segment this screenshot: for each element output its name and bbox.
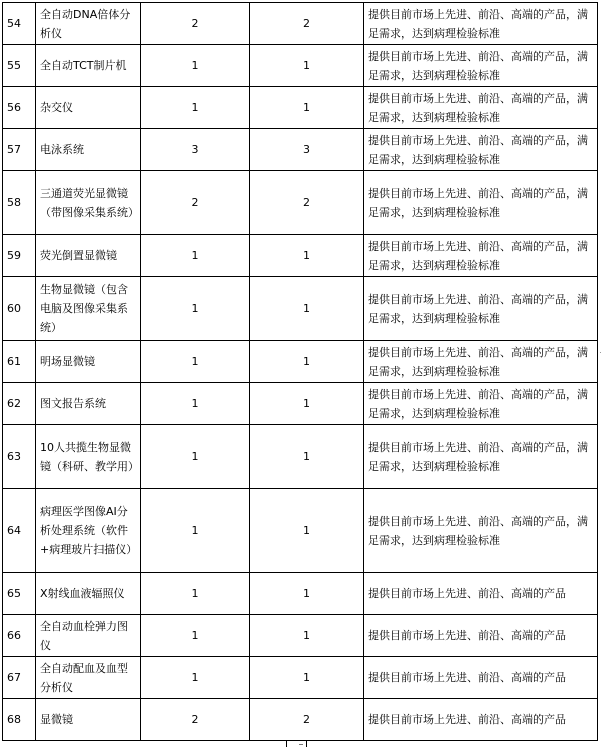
requirement-text: 提供目前市场上先进、前沿、高端的产品，满足需求，达到病理检验标准 [364,489,598,573]
row-number: 64 [3,489,36,573]
table-row [3,45,598,87]
quantity-cell: 3 [141,129,250,171]
row-number: 55 [3,45,36,87]
quantity-cell: 1 [141,45,250,87]
row-number: 61 [3,341,36,383]
requirement-text: 提供目前市场上先进、前沿、高端的产品，满足需求，达到病理检验标准 [364,341,598,383]
requirement-text: 提供目前市场上先进、前沿、高端的产品，满足需求，达到病理检验标准 [364,171,598,235]
row-number: 56 [3,87,36,129]
requirement-text: 提供目前市场上先进、前沿、高端的产品，满足需求，达到病理检验标准 [364,3,598,45]
table-row [3,425,598,489]
table-row [3,615,598,657]
row-number: 54 [3,3,36,45]
quantity-cell: 2 [250,171,364,235]
quantity-cell: 3 [250,129,364,171]
quantity-cell: 1 [141,489,250,573]
requirement-text: 提供目前市场上先进、前沿、高端的产品，满足需求，达到病理检验标准 [364,383,598,425]
row-number: 60 [3,277,36,341]
requirement-text: 提供目前市场上先进、前沿、高端的产品，满足需求，达到病理检验标准 [364,129,598,171]
requirement-text: 提供目前市场上先进、前沿、高端的产品 [364,615,598,657]
scan-dot [600,352,601,353]
row-number: 57 [3,129,36,171]
equipment-name: 生物显微镜（包含电脑及图像采集系统） [36,277,141,341]
row-number: 58 [3,171,36,235]
quantity-cell: 1 [250,615,364,657]
equipment-name: 全自动血栓弹力图仪 [36,615,141,657]
row-number: 67 [3,657,36,699]
quantity-cell: 1 [141,383,250,425]
quantity-cell: 1 [250,87,364,129]
equipment-name: 全自动DNA倍体分析仪 [36,3,141,45]
table-row [3,87,598,129]
equipment-name: 明场显微镜 [36,341,141,383]
equipment-name: 全自动TCT制片机 [36,45,141,87]
row-number: 63 [3,425,36,489]
requirement-text: 提供目前市场上先进、前沿、高端的产品，满足需求，达到病理检验标准 [364,425,598,489]
quantity-cell: 1 [141,341,250,383]
quantity-cell: 1 [141,87,250,129]
equipment-name: 病理医学图像AI分析处理系统（软件+病理玻片扫描仪） [36,489,141,573]
page-edge-mark [299,744,303,745]
quantity-cell: 1 [250,489,364,573]
quantity-cell: 1 [141,425,250,489]
table-row [3,573,598,615]
row-number: 66 [3,615,36,657]
equipment-name: X射线血液辐照仪 [36,573,141,615]
requirement-text: 提供目前市场上先进、前沿、高端的产品 [364,573,598,615]
requirement-text: 提供目前市场上先进、前沿、高端的产品 [364,657,598,699]
quantity-cell: 1 [250,235,364,277]
row-number: 68 [3,699,36,741]
quantity-cell: 1 [250,277,364,341]
quantity-cell: 1 [141,573,250,615]
requirement-text: 提供目前市场上先进、前沿、高端的产品，满足需求，达到病理检验标准 [364,277,598,341]
quantity-cell: 1 [250,425,364,489]
equipment-name: 电泳系统 [36,129,141,171]
equipment-name: 三通道荧光显微镜（带图像采集系统） [36,171,141,235]
equipment-name: 10人共揽生物显微镜（科研、教学用） [36,425,141,489]
table-row [3,171,598,235]
table-row [3,699,598,741]
table-row [3,383,598,425]
quantity-cell: 1 [250,341,364,383]
table-row [3,489,598,573]
requirement-text: 提供目前市场上先进、前沿、高端的产品，满足需求，达到病理检验标准 [364,235,598,277]
equipment-name: 全自动配血及血型分析仪 [36,657,141,699]
table-row [3,235,598,277]
quantity-cell: 1 [141,235,250,277]
requirement-text: 提供目前市场上先进、前沿、高端的产品，满足需求，达到病理检验标准 [364,87,598,129]
row-number: 59 [3,235,36,277]
table-row [3,341,598,383]
quantity-cell: 2 [141,3,250,45]
table-row [3,129,598,171]
quantity-cell: 2 [141,171,250,235]
row-number: 65 [3,573,36,615]
quantity-cell: 1 [250,383,364,425]
quantity-cell: 2 [250,699,364,741]
page-edge-mark [286,741,287,747]
quantity-cell: 2 [141,699,250,741]
table-row [3,277,598,341]
requirement-text: 提供目前市场上先进、前沿、高端的产品 [364,699,598,741]
quantity-cell: 1 [141,277,250,341]
quantity-cell: 1 [250,573,364,615]
quantity-cell: 1 [141,657,250,699]
quantity-cell: 1 [250,657,364,699]
table-row [3,657,598,699]
row-number: 62 [3,383,36,425]
requirement-text: 提供目前市场上先进、前沿、高端的产品，满足需求，达到病理检验标准 [364,45,598,87]
equipment-name: 杂交仪 [36,87,141,129]
quantity-cell: 1 [250,45,364,87]
equipment-table [2,2,598,741]
quantity-cell: 1 [141,615,250,657]
page-edge-mark [306,741,307,747]
equipment-name: 图文报告系统 [36,383,141,425]
quantity-cell: 2 [250,3,364,45]
equipment-name: 显微镜 [36,699,141,741]
table-row [3,3,598,45]
equipment-name: 荧光倒置显微镜 [36,235,141,277]
